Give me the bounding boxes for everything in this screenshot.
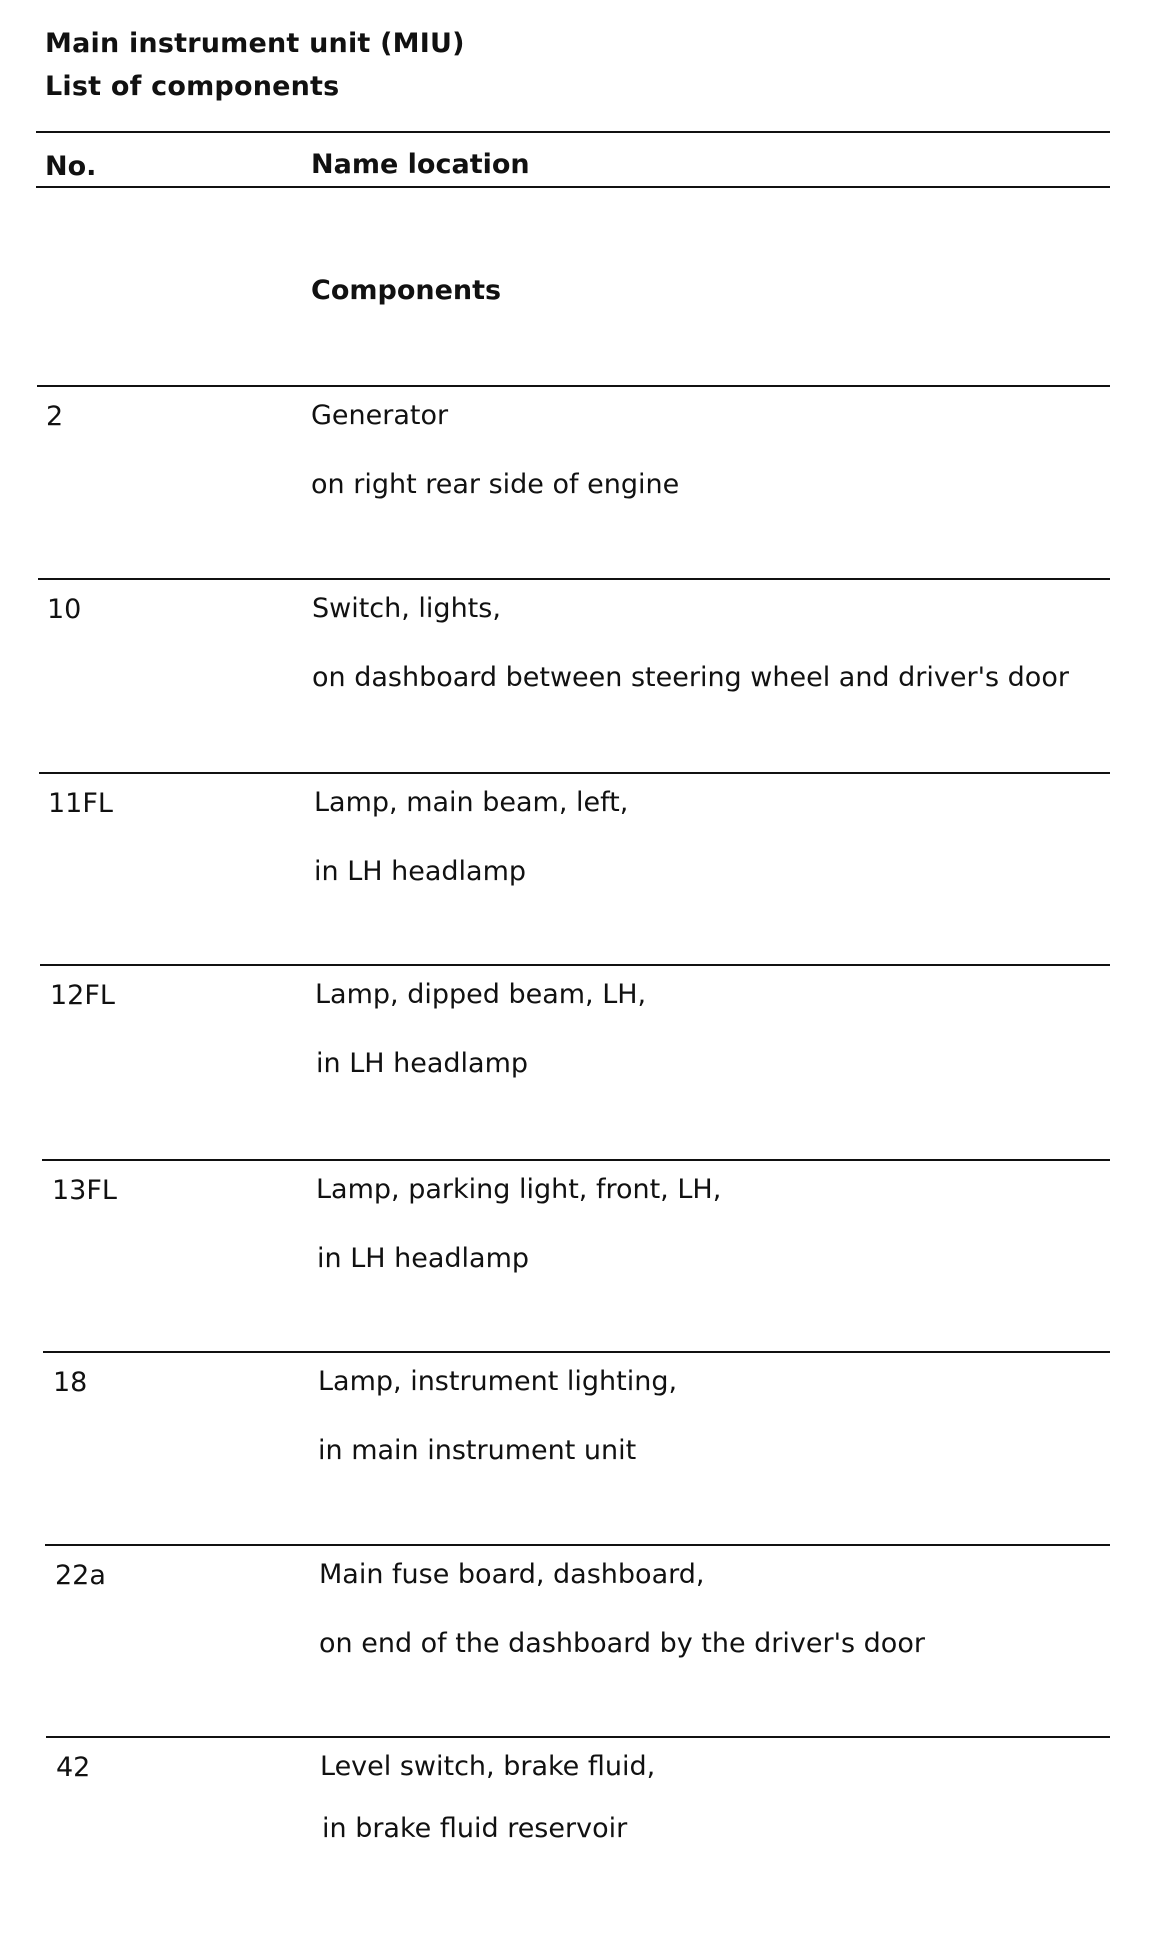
component-name: Generator <box>311 400 449 431</box>
component-name: Main fuse board, dashboard, <box>319 1559 705 1590</box>
component-name: Lamp, parking light, front, LH, <box>316 1174 722 1205</box>
component-location: on right rear side of engine <box>311 469 680 500</box>
table-row <box>0 1351 1152 1551</box>
row-divider <box>42 1159 1110 1161</box>
table-row <box>0 964 1152 1164</box>
component-name: Lamp, instrument lighting, <box>318 1366 678 1397</box>
component-location: on end of the dashboard by the driver's door <box>319 1628 925 1659</box>
component-location: in LH headlamp <box>316 1048 529 1079</box>
table-header-rule <box>36 186 1110 188</box>
table-row <box>0 772 1152 972</box>
component-number: 42 <box>56 1752 91 1783</box>
document-title-line-1: Main instrument unit (MIU) <box>45 28 465 59</box>
row-divider <box>38 578 1110 580</box>
row-divider <box>40 964 1110 966</box>
row-divider <box>39 772 1110 774</box>
component-number: 10 <box>47 594 82 625</box>
table-row <box>0 1159 1152 1359</box>
document-title-line-2: List of components <box>45 71 340 102</box>
component-name: Level switch, brake fluid, <box>320 1751 656 1782</box>
component-number: 13FL <box>52 1175 117 1206</box>
row-divider <box>46 1736 1110 1738</box>
component-number: 18 <box>53 1367 88 1398</box>
component-number: 11FL <box>48 788 113 819</box>
component-number: 22a <box>55 1560 106 1591</box>
component-location: on dashboard between steering wheel and driver's door <box>312 662 1069 693</box>
row-divider <box>45 1544 1110 1546</box>
column-header-no: No. <box>45 151 97 182</box>
component-number: 2 <box>46 401 64 432</box>
table-row <box>0 1736 1152 1936</box>
table-top-rule <box>36 131 1110 133</box>
table-row <box>0 1544 1152 1744</box>
document-title <box>45 22 465 108</box>
row-divider <box>37 385 1110 387</box>
component-location: in LH headlamp <box>314 856 527 887</box>
component-name: Lamp, main beam, left, <box>314 787 629 818</box>
table-row <box>0 385 1152 585</box>
section-heading: Components <box>311 275 502 306</box>
component-location: in main instrument unit <box>318 1435 637 1466</box>
column-header-name-location: Name location <box>311 149 530 180</box>
table-row <box>0 578 1152 778</box>
row-divider <box>43 1351 1110 1353</box>
component-name: Lamp, dipped beam, LH, <box>315 979 647 1010</box>
component-name: Switch, lights, <box>312 593 501 624</box>
component-location: in LH headlamp <box>317 1243 530 1274</box>
component-number: 12FL <box>50 980 115 1011</box>
component-location: in brake fluid reservoir <box>322 1813 628 1844</box>
